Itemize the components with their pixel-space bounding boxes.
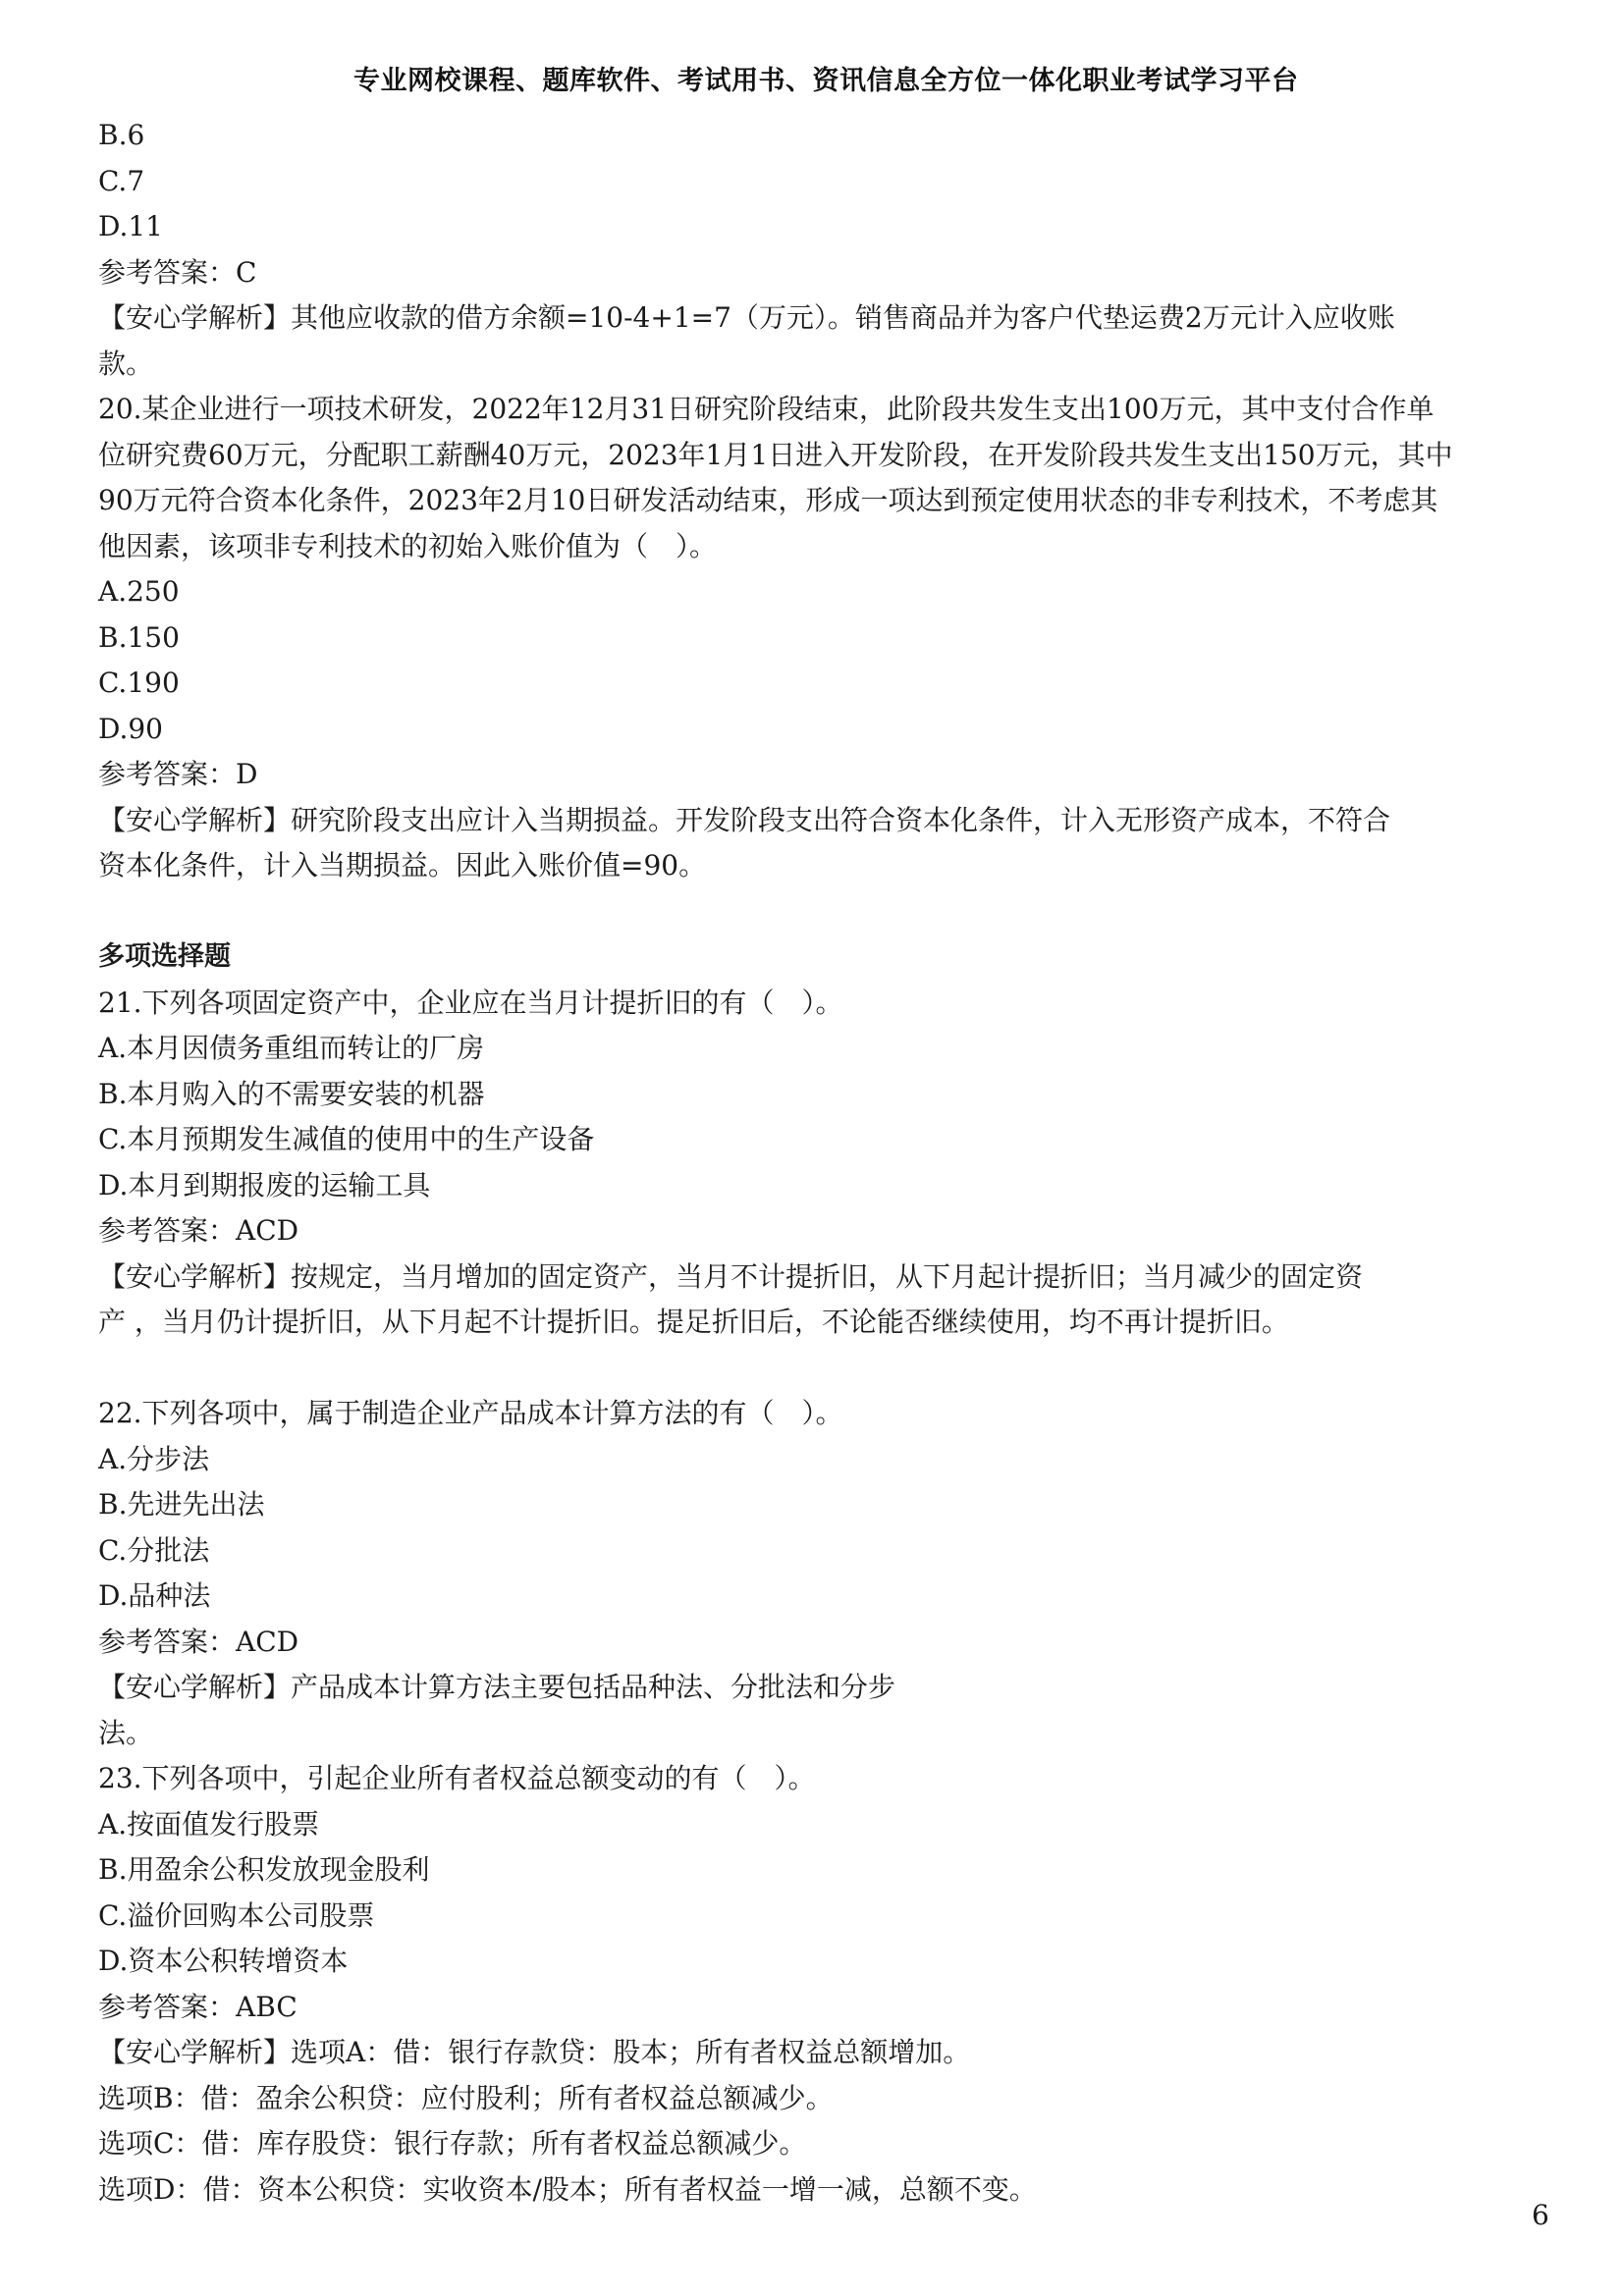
option-c: C.分批法 — [98, 1533, 210, 1567]
section-title: 多项选择题 — [98, 941, 231, 972]
option-b: B.6 — [98, 119, 145, 151]
option-c: C.本月预期发生减值的使用中的生产设备 — [98, 1123, 595, 1155]
option-a: A.分步法 — [98, 1442, 210, 1475]
option-c: C.7 — [98, 164, 145, 197]
option-a: A.250 — [98, 575, 180, 608]
option-b: B.本月购入的不需要安装的机器 — [98, 1077, 485, 1110]
analysis-line: 【安心学解析】产品成本计算方法主要包括品种法、分批法和分步 — [98, 1671, 896, 1703]
option-a: A.按面值发行股票 — [98, 1807, 320, 1841]
question-stem: 23.下列各项中，引起企业所有者权益总额变动的有（ ）。 — [98, 1762, 816, 1794]
question-23 — [98, 1756, 1542, 2213]
page-header: 专业网校课程、题库软件、考试用书、资讯信息全方位一体化职业考试学习平台 — [353, 66, 1299, 96]
question-22 — [98, 1391, 1542, 1756]
option-a: A.本月因债务重组而转让的厂房 — [98, 1032, 485, 1064]
question-stem: 他因素，该项非专利技术的初始入账价值为（ ）。 — [98, 529, 718, 562]
question-stem: 20.某企业进行一项技术研发，2022年12月31日研究阶段结束，此阶段共发生支出100万元，其中支付合作单 — [98, 393, 1434, 425]
question-stem: 位研究费60万元，分配职工薪酬40万元，2023年1月1日进入开发阶段，在开发阶段共发生支出150万元，其中 — [98, 438, 1453, 471]
option-c: C.190 — [98, 667, 180, 699]
option-c: C.溢价回购本公司股票 — [98, 1898, 375, 1932]
spacer — [98, 1346, 1542, 1392]
question-stem: 22.下列各项中，属于制造企业产品成本计算方法的有（ ）。 — [98, 1397, 843, 1429]
spacer — [98, 889, 1542, 935]
analysis-line: 选项D：借：资本公积贷：实收资本/股本；所有者权益一增一减，总额不变。 — [98, 2172, 1037, 2206]
analysis-line: 选项C：借：库存股贷：银行存款；所有者权益总额减少。 — [98, 2127, 807, 2160]
document-body — [98, 113, 1542, 2213]
reference-answer: 参考答案：D — [98, 758, 258, 790]
question-stem: 90万元符合资本化条件，2023年2月10日研发活动结束，形成一项达到预定使用状态的非专利技术，不考虑其 — [98, 484, 1438, 516]
option-b: B.先进先出法 — [98, 1488, 265, 1521]
analysis-line: 资本化条件，计入当期损益。因此入账价值=90。 — [98, 849, 707, 881]
analysis-line: 法。 — [98, 1716, 154, 1749]
reference-answer: 参考答案：ACD — [98, 1214, 299, 1247]
analysis-line: 款。 — [98, 347, 154, 380]
question-21 — [98, 981, 1542, 1346]
question-20 — [98, 387, 1542, 889]
question-stem: 21.下列各项固定资产中，企业应在当月计提折旧的有（ ）。 — [98, 986, 843, 1019]
analysis-line: 选项B：借：盈余公积贷：应付股利；所有者权益总额减少。 — [98, 2081, 834, 2114]
reference-answer: 参考答案：ACD — [98, 1625, 299, 1658]
page-number: 6 — [1532, 2199, 1549, 2231]
question-19 — [98, 113, 1542, 387]
option-d: D.90 — [98, 712, 163, 745]
option-d: D.资本公积转增资本 — [98, 1945, 349, 1977]
option-d: D.11 — [98, 210, 163, 242]
analysis-line: 【安心学解析】其他应收款的借方余额=10-4+1=7（万元）。销售商品并为客户代垫运费2万元计入应收账 — [98, 301, 1395, 334]
option-d: D.本月到期报废的运输工具 — [98, 1168, 431, 1201]
analysis-line: 【安心学解析】选项A：借：银行存款贷：股本；所有者权益总额增加。 — [98, 2036, 971, 2068]
analysis-line: 【安心学解析】按规定，当月增加的固定资产，当月不计提折旧，从下月起计提折旧；当月减少的固定资 — [98, 1259, 1364, 1293]
reference-answer: 参考答案：ABC — [98, 1990, 298, 2023]
option-b: B.用盈余公积发放现金股利 — [98, 1853, 430, 1886]
reference-answer: 参考答案：C — [98, 255, 257, 289]
analysis-line: 【安心学解析】研究阶段支出应计入当期损益。开发阶段支出符合资本化条件，计入无形资产成本，不符合 — [98, 803, 1391, 836]
option-b: B.150 — [98, 620, 180, 654]
analysis-line: 产 ，当月仍计提折旧，从下月起不计提折旧。提足折旧后，不论能否继续使用，均不再计提折旧。 — [98, 1306, 1289, 1338]
option-d: D.品种法 — [98, 1579, 211, 1612]
